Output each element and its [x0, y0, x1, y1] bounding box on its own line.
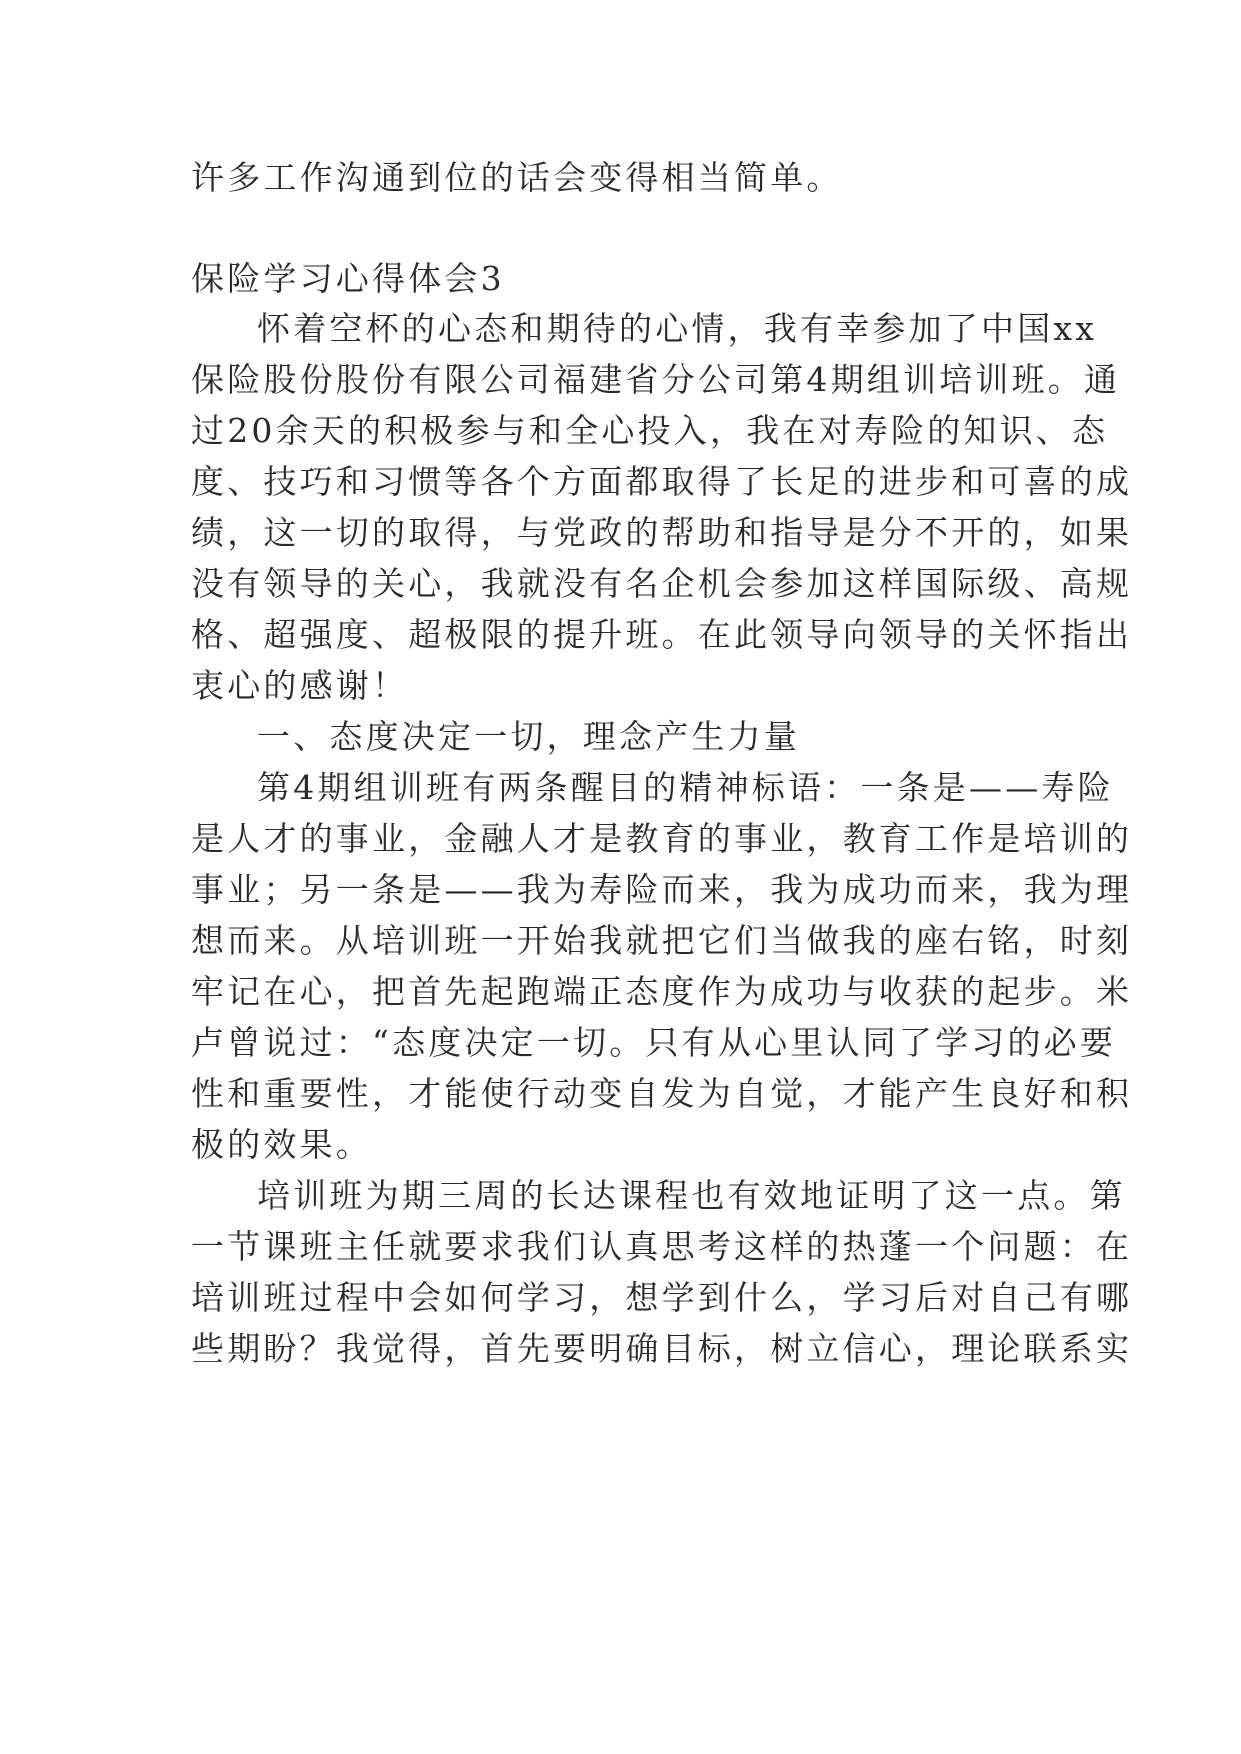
paragraph-line: 事业；另一条是——我为寿险而来，我为成功而来，我为理 [191, 870, 1133, 909]
paragraph-line: 卢曾说过：“态度决定一切。只有从心里认同了学习的必要 [191, 1023, 1117, 1062]
paragraph-line: 格、超强度、超极限的提升班。在此领导向领导的关怀指出 [191, 615, 1133, 654]
subheading: 一、态度决定一切，理念产生力量 [257, 717, 800, 756]
paragraph-line: 怀着空杯的心态和期待的心情，我有幸参加了中国xx [257, 309, 1098, 348]
paragraph-line: 保险股份股份有限公司福建省分公司第4期组训培训班。通 [191, 360, 1121, 399]
paragraph-line: 第4期组训班有两条醒目的精神标语：一条是——寿险 [257, 768, 1114, 807]
text-line: 许多工作沟通到位的话会变得相当简单。 [191, 158, 843, 197]
paragraph-line: 想而来。从培训班一开始我就把它们当做我的座右铭，时刻 [191, 921, 1133, 960]
paragraph-line: 一节课班主任就要求我们认真思考这样的热蓬一个问题：在 [191, 1227, 1133, 1266]
paragraph-line: 培训班过程中会如何学习，想学到什么，学习后对自己有哪 [191, 1278, 1133, 1317]
paragraph-line: 性和重要性，才能使行动变自发为自觉，才能产生良好和积 [191, 1074, 1133, 1113]
paragraph-line: 牢记在心，把首先起跑端正态度作为成功与收获的起步。米 [191, 972, 1133, 1011]
paragraph-line: 度、技巧和习惯等各个方面都取得了长足的进步和可喜的成 [191, 462, 1133, 501]
paragraph-line: 过20余天的积极参与和全心投入，我在对寿险的知识、态 [191, 411, 1109, 450]
section-heading: 保险学习心得体会3 [191, 259, 505, 298]
paragraph-line: 衷心的感谢！ [191, 666, 409, 705]
paragraph-line: 是人才的事业，金融人才是教育的事业，教育工作是培训的 [191, 819, 1133, 858]
paragraph-line: 绩，这一切的取得，与党政的帮助和指导是分不开的，如果 [191, 513, 1133, 552]
paragraph-line: 培训班为期三周的长达课程也有效地证明了这一点。第 [257, 1176, 1126, 1215]
paragraph-line: 些期盼？我觉得，首先要明确目标，树立信心，理论联系实 [191, 1329, 1133, 1368]
paragraph-line: 没有领导的关心，我就没有名企机会参加这样国际级、高规 [191, 564, 1133, 603]
paragraph-line: 极的效果。 [191, 1125, 372, 1164]
